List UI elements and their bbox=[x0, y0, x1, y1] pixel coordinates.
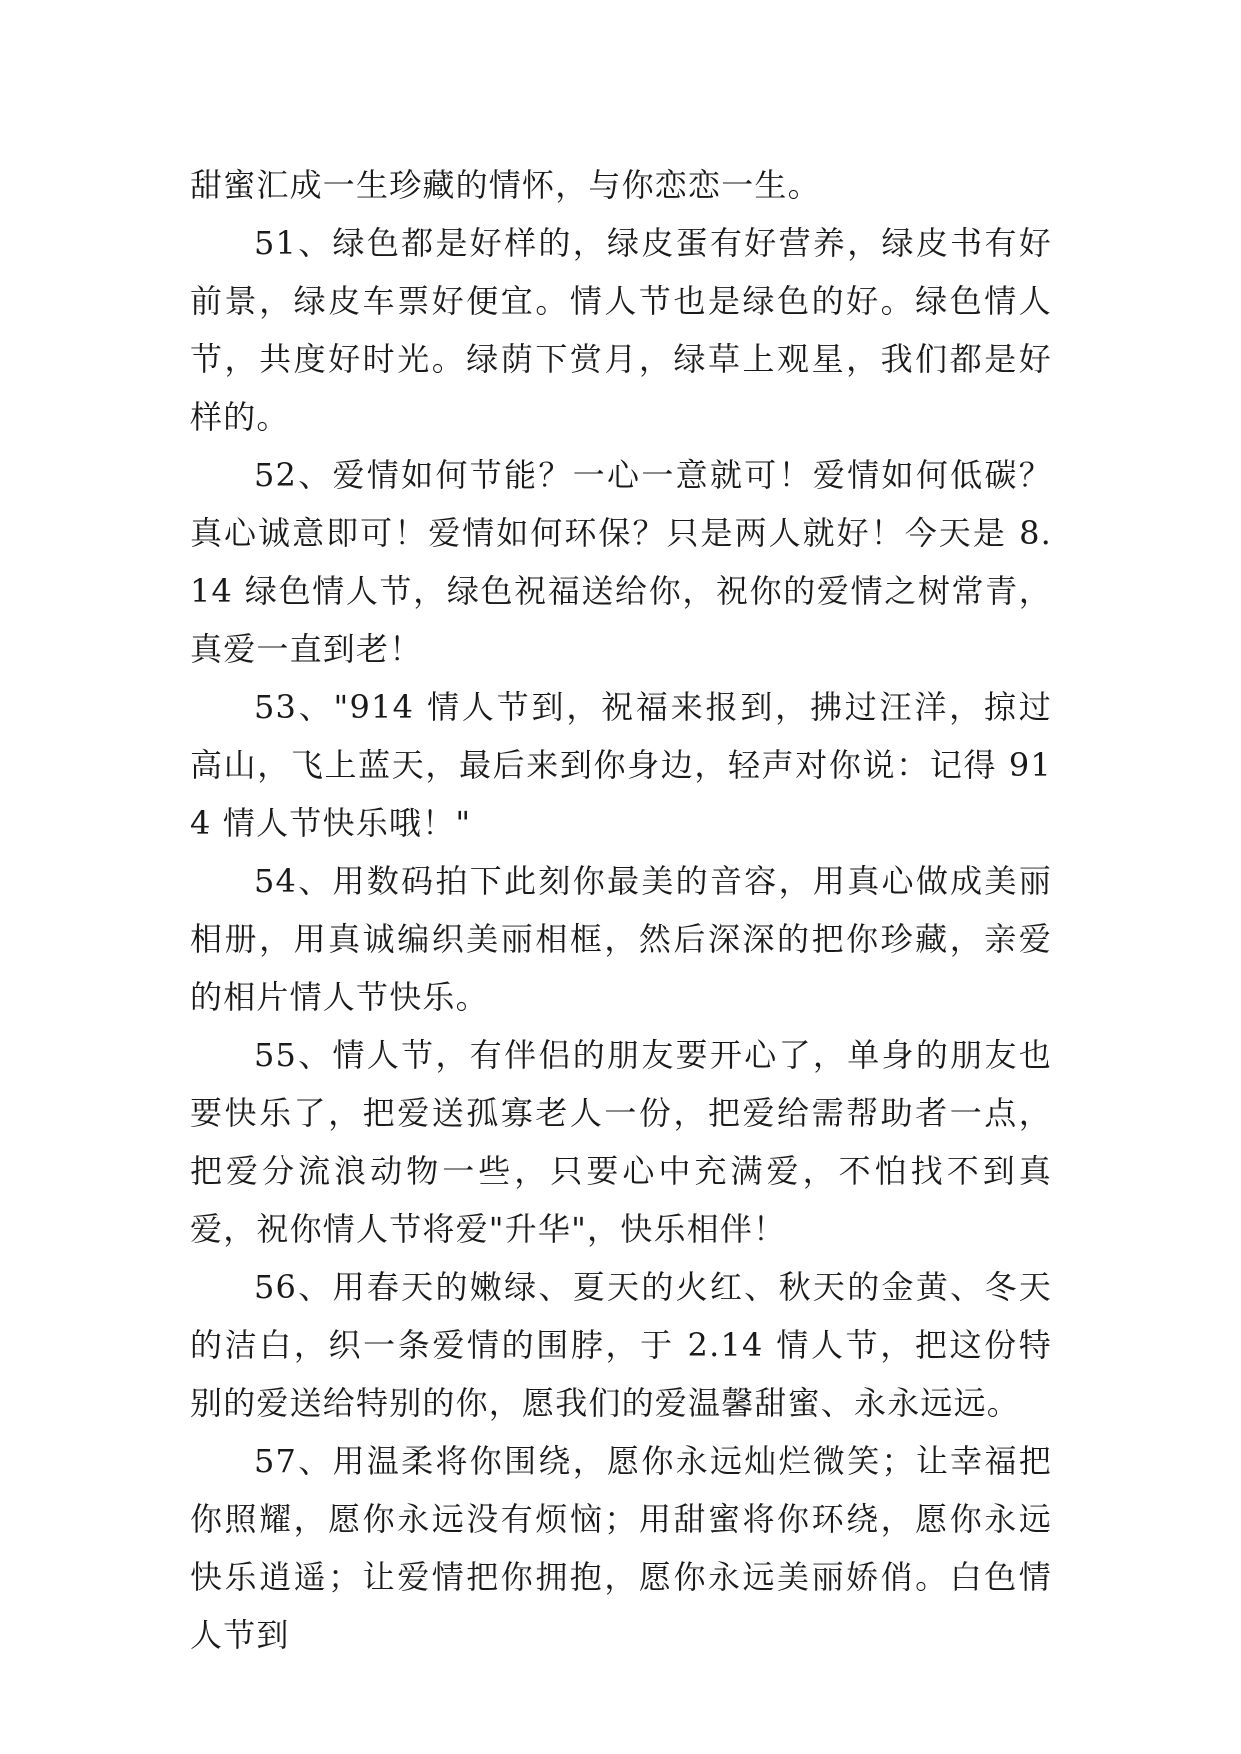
paragraph: 55、情人节，有伴侣的朋友要开心了，单身的朋友也要快乐了，把爱送孤寡老人一份，把爱给需帮助者一点，把爱分流浪动物一些，只要心中充满爱，不怕找不到真爱，祝你情人节将爱"升华"，快乐相伴！ bbox=[190, 1036, 1052, 1248]
paragraph: 56、用春天的嫩绿、夏天的火红、秋天的金黄、冬天的洁白，织一条爱情的围脖，于 2.14 情人节，把这份特别的爱送给特别的你，愿我们的爱温馨甜蜜、永永远远。 bbox=[190, 1268, 1052, 1422]
paragraph: 52、爱情如何节能？一心一意就可！爱情如何低碳？真心诚意即可！爱情如何环保？只是两人就好！今天是 8.14 绿色情人节，绿色祝福送给你，祝你的爱情之树常青，真爱一直到老！ bbox=[190, 456, 1052, 668]
paragraph: 51、绿色都是好样的，绿皮蛋有好营养，绿皮书有好前景，绿皮车票好便宜。情人节也是绿色的好。绿色情人节，共度好时光。绿荫下赏月，绿草上观星，我们都是好样的。 bbox=[190, 224, 1052, 436]
paragraph: 54、用数码拍下此刻你最美的音容，用真心做成美丽相册，用真诚编织美丽相框，然后深深的把你珍藏，亲爱的相片情人节快乐。 bbox=[190, 862, 1052, 1016]
paragraph: 甜蜜汇成一生珍藏的情怀，与你恋恋一生。 bbox=[190, 166, 821, 204]
paragraph: 53、"914 情人节到，祝福来报到，拂过汪洋，掠过高山，飞上蓝天，最后来到你身边，轻声对你说：记得 914 情人节快乐哦！" bbox=[190, 688, 1052, 842]
paragraph: 57、用温柔将你围绕，愿你永远灿烂微笑；让幸福把你照耀，愿你永远没有烦恼；用甜蜜将你环绕，愿你永远快乐逍遥；让爱情把你拥抱，愿你永远美丽娇俏。白色情人节到 bbox=[190, 1442, 1052, 1654]
document-body bbox=[190, 156, 1052, 1664]
